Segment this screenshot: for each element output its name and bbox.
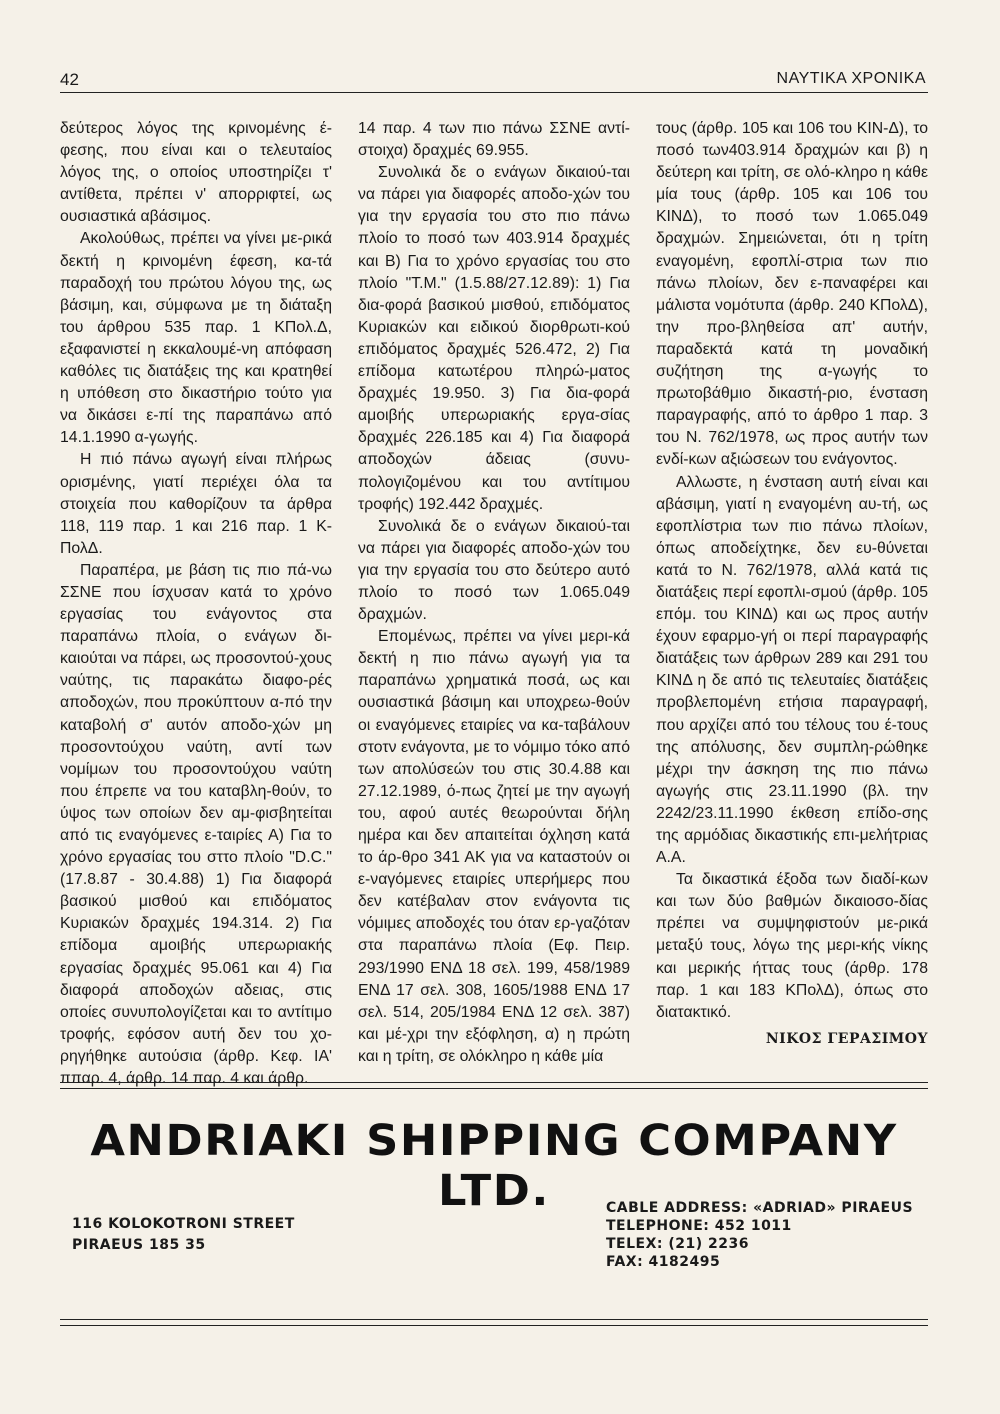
paragraph: Παραπέρα, με βάση τις πιο πά-νω ΣΣΝΕ που ίσχυσαν κατά το χρόνο εργασίας του ενάγοντος στα παραπάνω πλοία, ο ενάγων δι-καιούται να πάρει, ως προσοντού-χους ναύτης, τις παρακάτω διαφο-ρές αποδοχών, που προκύπτουν α-πό την καταβολή σ' αυτόν αποδο-χών μη προσοντούχου ναύτη, αντί των νομίμων του προσοντούχου ναύτη που έπρεπε να του καταβλη-θούν, το ύψος των οποίων δεν αμ-φισβητείται από τις εναγόμενες ε-ταιρίες Α) Για το χρόνο εργασίας του σττο πλοίο "D.C." (17.8.87 - 30.4.88) 1) Για διαφορά βασικού μισθού και επιδόματος Κυριακών δραχμές 194.314. 2) Για επίδομα αμοιβής υπερωριακής εργασίας δραχμές 95.061 και 4) Για διαφορά αποδοχών αδειας, στις οποίες συνυπολογίζεται και το αντίτιμο τροφής, εφόσον αυτή δεν του χο-ρηγήθηκε αυτούσια (άρθρ. Κεφ. ΙΑ' ππαρ. 4, άρθρ. 14 παρ. 4 και άρθρ. [60,561,332,1088]
ad-bottom-rule [60,1325,928,1326]
author-signature: ΝΙΚΟΣ ΓΕΡΑΣΙΜΟΥ [765,1030,928,1047]
ad-top-rule [60,1088,928,1089]
paragraph: Τα δικαστικά έξοδα των διαδί-κων και των δύο βαθμών δικαιοσο-δίας πρέπει να συμψηφιστούν με-ρικά μεταξύ τους, λόγω της μερι-κής νίκης και μερικής ήττας τους (άρθρ. 178 παρ. 1 και 183 ΚΠολΔ), όπως στο διατακτικό. [656,871,928,1021]
running-title: ΝΑΥΤΙΚΑ ΧΡΟΝΙΚΑ [776,70,926,87]
ad-bottom-rule [60,1319,928,1320]
article-body [60,118,928,1088]
paragraph: τους (άρθρ. 105 και 106 του ΚΙΝ-Δ), το ποσό των403.914 δραχμών και β) η δεύτερη και τρίτη, σε ολό-κληρο η κάθε μία τους (άρθρ. 105 και 106 του ΚΙΝΔ), το ποσό των 1.065.049 δραχμών. Σημειώνεται, ότι η τρίτη εναγομένη, εφοπλί-στρια των πιο πάνω πλοίων, δεν ε-παναφέρει και μάλιστα νομότυπα (άρθρ. 240 ΚΠολΔ), την προ-βληθείσα απ' αυτήν, παραδεκτά κατά τη μοναδική συζήτηση της α-γωγής το πρωτοβάθμιο δικαστή-ριο, ένσταση παραγραφής, από το άρθρο 1 παρ. 3 του Ν. 762/1978, ως προς αυτήν των ενδί-κων αξιώσεων του ενάγοντος. [656,120,928,469]
ad-top-rule [60,1082,928,1083]
column-3 [656,118,928,1080]
paragraph: Συνολικά δε ο ενάγων δικαιού-ται να πάρει για διαφορές αποδο-χών του για την εργασία του στο πιο πάνω πλοίο το ποσό των 403.914 δραχμές και Β) Για το χρόνο εργασίας του στο πλοίο "T.M." (1.5.88/27.12.89): 1) Για δια-φορά βασικού μισθού, επιδόματος Κυριακών και ειδικού διορθρωτι-κού επιδόματος δραχμές 526.472, 2) Για επίδομα κατωτέρου πληρώ-ματος δραχμές 19.950. 3) Για δια-φορά αμοιβής υπερωριακής εργα-σίας δραχμές 226.185 και 4) Για διαφορά αποδοχών άδειας (συνυ-πολογιζομένου και του αντίτιμου τροφής) 192.442 δραχμές. [358,164,630,513]
page-number: 42 [60,70,79,89]
ad-contacts [606,1199,913,1271]
ad-contact-line: TELEPHONE: 452 1011 [606,1218,792,1234]
ad-contact-line: CABLE ADDRESS: «ADRIAD» PIRAEUS [606,1200,914,1216]
column-1 [60,118,332,1088]
paragraph: δεύτερος λόγος της κρινομένης έ-φεσης, που είναι και ο τελευταίος λόγος της, ο οποίος υποστηρίζει τ' αντίθετα, πρέπει ν' απορριφτεί, ως ουσιαστικά αβάσιμος. [60,120,332,226]
paragraph: Συνολικά δε ο ενάγων δικαιού-ται να πάρει για διαφορές αποδο-χών του για την εργασία του στο δεύτερο αυτό πλοίο το ποσό των 1.065.049 δραχμών. [358,517,630,624]
column-2 [358,118,630,1080]
paragraph: Η πιό πάνω αγωγή είναι πλήρως ορισμένης, γιατί περιέχει όλα τα στοιχεία που καθορίζουν τα άρθρα 118, 119 παρ. 1 και 216 παρ. 1 Κ-ΠολΔ. [60,451,332,557]
header-rule [60,92,928,93]
paragraph: 14 παρ. 4 των πιο πάνω ΣΣΝΕ αντί-στοιχα) δραχμές 69.955. [358,120,630,160]
ad-address-line: PIRAEUS 185 35 [72,1237,206,1253]
paragraph: Αλλωστε, η ένσταση αυτή είναι και αβάσιμη, γιατί η εναγομένη αυ-τή, ως εφοπλίστρια των πιο πάνω πλοίων, όπως αποδείχτηκε, δεν ευ-θύνεται κατά το Ν. 762/1978, αλλά κατά τις διατάξεις περί εφοπλι-σμού (άρθρ. 105 επόμ. του ΚΙΝΔ) και ως προς αυτήν έχουν εφαρμο-γή οι περί παραγραφής διατάξεις των άρθρων 289 και 291 του ΚΙΝΔ η δε από τις τελευταίες διατάξεις προβλεπομένη ετήσια παραγραφή, που αρχίζει από του τέλους του έ-τους της απόλυσης, δεν συμπλη-ρώθηκε μέχρι την άσκηση της πιο πάνω αγωγής στις 23.11.1990 (βλ. την 2242/23.11.1990 έκθεση επίδο-σης της αρμόδιας δικαστικής επι-μελήτριας Α.Α. [656,473,928,867]
ad-address [72,1214,295,1256]
ad-address-line: 116 KOLOKOTRONI STREET [72,1216,295,1232]
ad-company-name: ANDRIAKI SHIPPING COMPANY LTD. [90,1116,898,1216]
paragraph: Ακολούθως, πρέπει να γίνει με-ρικά δεκτή η κρινομένη έφεση, κα-τά παραδοχή του πρώτου λόγου της, ως βάσιμη, και, σύμφωνα με τη διάταξη του άρθρου 535 παρ. 1 ΚΠολ.Δ, εξαφανιστεί η εκκαλουμέ-νη απόφαση καθόλες τις διατάξεις της και κρατηθεί η υπόθεση στο δικαστήριο τούτο για να δικάσει ε-πί της παραπάνω από 14.1.1990 α-γωγής. [60,230,332,447]
paragraph: Επομένως, πρέπει να γίνει μερι-κά δεκτή η πιο πάνω αγωγή για τα παραπάνω χρηματικά ποσά, ως και ουσιαστικά βάσιμη και υποχρεω-θούν οι εναγόμενες εταιρίες να κα-ταβάλουν στοτν ενάγοντα, με το νόμιμο τόκο από των απολύσεών του στις 30.4.88 και 27.12.1989, ό-πως ζητεί με την αγωγή του, αφού αυτές θεωρούνται δήλη ημέρα και δεν απαιτείται όχληση κατά το άρ-θρο 341 ΑΚ για να καταστούν οι ε-ναγόμενες εταιρίες υπερήμερς που δεν κατέβαλαν στον ενάγοντα τις νόμιμες αποδοχές του όταν ερ-γαζόταν στα παραπάνω πλοία (Εφ. Πειρ. 293/1990 ΕΝΔ 18 σελ. 199, 458/1989 ΕΝΔ 17 σελ. 308, 1605/1988 ΕΝΔ 17 σελ. 514, 205/1984 ΕΝΔ 12 σελ. 387) και μέ-χρι την εξόφληση, α) η πρώτη και η τρίτη, σε ολόκληρο η κάθε μία [358,628,630,1065]
ad-contact-line: TELEX: (21) 2236 [606,1236,749,1252]
ad-contact-line: FAX: 4182495 [606,1254,721,1270]
